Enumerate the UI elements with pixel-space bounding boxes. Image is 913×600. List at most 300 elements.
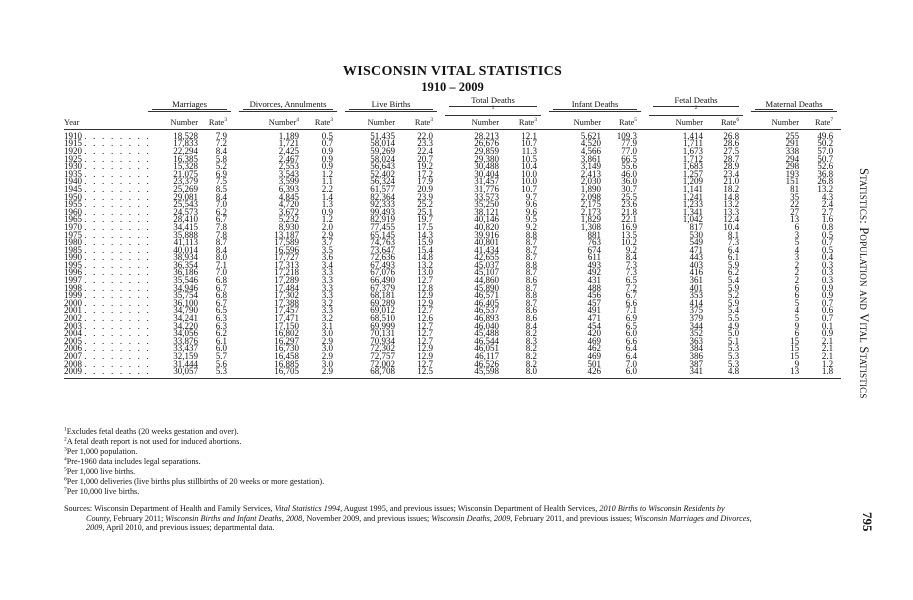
rate-cell: 25.1 [417,206,434,217]
number-cell: 35,754 [173,290,198,301]
rate-cell: 17.9 [417,176,434,187]
number-cell: 66,490 [370,275,396,286]
rate-cell: 0.9 [821,328,834,339]
rate-cell: 7.0 [215,267,227,278]
number-cell: 56,324 [370,176,396,187]
number-cell: 1,712 [682,153,704,164]
page-title: WISCONSIN VITAL STATISTICS [342,64,563,79]
rate-cell: 13.2 [417,259,434,270]
rate-cell: 5.9 [727,282,740,293]
rate-cell: 6.8 [215,290,227,301]
number-cell: 431 [587,275,602,286]
rate-cell: 0.7 [821,237,834,248]
number-cell: 1,414 [682,130,704,141]
number-column-header: Number [645,117,707,129]
number-cell: 68,708 [341,368,399,378]
rate-cell: 26.8 [723,130,740,141]
footnote: $^7$Per 10,000 live births. [64,486,140,496]
number-cell: 82,364 [370,191,396,202]
rate-cell: 3.2 [321,313,334,324]
number-cell: 30,404 [474,168,500,179]
footnote: $^1$Excludes fetal deaths (20 weeks gestation and over). [64,426,239,436]
rate-cell: 4.8 [707,368,747,378]
rate-cell: 2.7 [821,206,834,217]
rate-cell: 8.0 [503,368,545,378]
number-cell: 27 [790,206,800,217]
year-cell: 2004 . . . . . . . . [64,328,151,339]
group-header: Maternal Deaths [747,97,841,117]
number-cell: 17,388 [274,297,299,308]
rate-cell: 1.2 [821,358,834,369]
number-cell: 46,571 [474,290,500,301]
number-cell: 45,890 [474,282,500,293]
year-cell: 1965 . . . . . . . . [64,214,151,225]
number-cell: 344 [689,320,704,331]
rate-cell: 8.8 [525,290,538,301]
number-cell: 5,621 [580,130,602,141]
number-cell: 38,121 [474,206,500,217]
number-cell: 46,405 [474,297,500,308]
number-cell: 46,893 [474,313,500,324]
number-cell: 1,233 [682,199,704,210]
number-cell: 46,040 [474,320,500,331]
rate-cell: 6.4 [625,343,638,354]
rate-column-header: Rate$^3$ [503,117,545,129]
number-column-header: Number [341,117,399,129]
rate-cell: 5.3 [727,358,740,369]
page-subtitle: 1910 – 2009 [421,80,484,94]
rate-cell: 12.1 [521,130,538,141]
rate-cell: 22.1 [621,214,638,225]
number-cell: 30,488 [474,161,500,172]
rate-cell: 2.9 [321,229,334,240]
year-cell: 2005 . . . . . . . . [64,335,151,346]
number-cell: 67,493 [370,259,396,270]
number-cell: 72,636 [370,252,396,263]
number-cell: 16,297 [274,335,299,346]
number-cell: 4 [794,305,800,316]
number-cell: 41,113 [173,237,198,248]
rate-cell: 12.7 [417,305,434,316]
rate-cell: 23.9 [417,191,434,202]
rate-cell: 5.6 [215,358,227,369]
rate-cell: 9.6 [525,199,538,210]
year-cell: 1910 . . . . . . . . [64,130,151,141]
year-cell: 1970 . . . . . . . . [64,221,151,232]
rate-cell: 12.7 [417,328,434,339]
number-cell: 23,379 [173,176,198,187]
rate-cell: 8.0 [215,252,227,263]
number-cell: 488 [587,282,602,293]
number-cell: 58,014 [370,138,396,149]
rate-cell: 5.3 [727,343,740,354]
number-cell: 338 [785,145,800,156]
rate-cell: 21.0 [723,176,740,187]
rate-cell: 0.5 [821,229,834,240]
rate-cell: 3.3 [321,290,334,301]
rate-cell: 23.6 [621,199,638,210]
rate-cell: 0.3 [821,267,834,278]
number-cell: 294 [785,153,800,164]
number-cell: 454 [587,320,602,331]
number-cell: 17,150 [274,320,299,331]
rate-cell: 7.5 [215,176,227,187]
number-cell: 1,890 [580,183,602,194]
number-cell: 492 [587,267,602,278]
rate-cell: 14.3 [417,229,434,240]
number-cell: 69,999 [370,320,396,331]
rate-cell: 3.3 [321,275,334,286]
number-cell: 16,705 [235,368,303,378]
rate-cell: 0.9 [321,161,334,172]
year-cell: 2002 . . . . . . . . [64,313,151,324]
number-cell: 68,510 [370,313,396,324]
rate-cell: 1.3 [321,199,334,210]
rate-cell: 8.4 [215,191,227,202]
year-cell: 1997 . . . . . . . . [64,275,151,286]
number-cell: 375 [689,305,704,316]
number-cell: 1,829 [580,214,602,225]
rate-cell: 0.7 [821,313,834,324]
rate-cell: 5.9 [727,297,740,308]
rate-cell: 6.7 [215,297,227,308]
number-cell: 29,380 [474,153,500,164]
number-cell: 17,313 [274,259,299,270]
rate-cell: 12.9 [417,290,434,301]
number-cell: 17,471 [274,313,299,324]
number-cell: 13 [747,368,803,378]
rate-cell: 17.5 [417,221,434,232]
group-header: Fetal Deaths $^2$ [645,97,747,117]
rate-cell: 1.2 [321,168,334,179]
rate-cell: 5.1 [727,335,740,346]
rate-column-header: Rate$^3$ [399,117,441,129]
number-cell: 46,117 [474,351,500,361]
rate-cell: 2.0 [321,221,334,232]
number-cell: 15 [790,335,800,346]
year-cell: 1996 . . . . . . . . [64,267,151,278]
number-cell: 1,141 [682,183,704,194]
number-cell: 386 [689,351,704,361]
rate-cell: 0.5 [821,244,834,255]
year-cell: 1980 . . . . . . . . [64,237,151,248]
rate-cell: 2.2 [321,183,334,194]
rate-cell: 5.0 [727,328,740,339]
rate-cell: 10.4 [723,221,740,232]
year-cell: 2001 . . . . . . . . [64,305,151,316]
number-cell: 4 [794,244,800,255]
year-cell: 1995 . . . . . . . . [64,259,151,270]
number-cell: 40,014 [173,244,198,255]
rate-column-header: Rate$^7$ [803,117,841,129]
rate-cell: 9.2 [625,244,638,255]
number-cell: 65,145 [370,229,396,240]
rate-cell: 16.9 [621,221,638,232]
number-cell: 193 [785,168,800,179]
rate-cell: 7.8 [215,229,227,240]
number-cell: 36,100 [173,297,198,308]
number-cell: 18,528 [173,130,198,141]
rate-cell: 0.9 [321,153,334,164]
rate-cell: 10.5 [521,153,538,164]
number-cell: 2,425 [278,145,299,156]
rate-cell: 12.8 [417,282,434,293]
rate-cell: 8.2 [525,351,538,361]
number-cell: 72,302 [370,343,396,354]
rate-cell: 1.4 [321,191,334,202]
group-header: Divorces, Annulments [235,97,341,117]
year-cell: 2006 . . . . . . . . [64,343,151,354]
number-cell: 15 [790,351,800,361]
footnote: $^5$Per 1,000 live births. [64,466,136,476]
year-cell: 1915 . . . . . . . . [64,138,151,149]
rate-cell: 8.6 [525,305,538,316]
year-cell: 1940 . . . . . . . . [64,176,151,187]
rate-cell: 0.9 [821,290,834,301]
number-cell: 59,269 [370,145,396,156]
rate-cell: 13.2 [723,199,740,210]
number-cell: 443 [689,252,704,263]
rate-cell: 6.7 [215,282,227,293]
rate-cell: 10.0 [521,168,538,179]
number-cell: 17,289 [274,275,299,286]
rate-cell: 8.2 [525,343,538,354]
rate-cell: 23.4 [723,168,740,179]
rate-cell: 7.1 [625,305,638,316]
number-cell: 352 [689,328,704,339]
rate-cell: 109.3 [616,130,638,141]
number-cell: 36,354 [173,259,198,270]
number-cell: 361 [689,275,704,286]
year-cell: 2000 . . . . . . . . [64,297,151,308]
rate-cell: 49.6 [817,130,834,141]
rate-cell: 12.7 [417,320,434,331]
number-cell: 4,566 [580,145,602,156]
number-cell: 40,820 [474,221,500,232]
number-cell: 51,435 [370,130,396,141]
number-column-header: Number [144,117,202,129]
number-cell: 28,410 [173,214,198,225]
number-cell: 13 [790,214,800,225]
number-cell: 58,024 [370,153,396,164]
rate-cell: 28.6 [723,138,740,149]
rate-cell: 15.4 [417,244,434,255]
group-header: Total Deaths $^1$ [441,97,545,117]
number-cell: 3,861 [580,153,602,164]
rate-cell: 3.4 [321,259,334,270]
number-cell: 471 [587,313,602,324]
year-cell: 1990 . . . . . . . . [64,252,151,263]
footnote: $^4$Pre-1960 data includes legal separations. [64,456,201,466]
number-cell: 3 [794,252,800,263]
number-cell: 6 [794,290,800,301]
number-cell: 45,488 [474,328,500,339]
footnotes [64,427,841,497]
number-cell: 28,213 [474,130,500,141]
number-cell: 17,302 [274,290,299,301]
rate-cell: 8.1 [727,229,740,240]
rate-cell: 28.7 [723,153,740,164]
year-cell: 2007 . . . . . . . . [64,351,151,361]
rate-cell: 1.1 [321,176,334,187]
rate-cell: 3.3 [321,282,334,293]
rate-cell: 10.7 [521,183,538,194]
rate-cell: 6.2 [727,267,740,278]
rate-cell: 3.3 [321,305,334,316]
rate-cell: 3.0 [321,343,334,354]
year-cell: 1950 . . . . . . . . [64,191,151,202]
number-cell: 22 [790,199,800,210]
number-cell: 3,543 [278,168,299,179]
rate-cell: 20.9 [417,183,434,194]
rate-cell: 6.0 [605,368,645,378]
number-cell: 77,455 [370,221,396,232]
running-section-title: Statistics: Population and Vital Statistics [857,168,871,399]
number-cell: 5,232 [278,214,299,225]
number-cell: 6,393 [278,183,299,194]
year-cell: 1955 . . . . . . . . [64,199,151,210]
rate-cell: 50.2 [817,138,834,149]
number-cell: 70,934 [370,335,396,346]
footnote: $^6$Per 1,000 deliveries (live births plus stillbirths of 20 weeks or more gestation). [64,476,325,486]
rate-cell: 5.7 [215,351,227,361]
number-cell: 81 [790,183,800,194]
group-header: Marriages [144,97,235,117]
rate-cell: 26.8 [817,176,834,187]
number-cell: 469 [587,351,602,361]
number-cell: 384 [689,343,704,354]
table-body [64,129,841,378]
rate-cell: 0.3 [821,275,834,286]
rate-cell: 5.4 [727,275,740,286]
number-cell: 31,457 [474,176,500,187]
number-cell: 1,683 [682,161,704,172]
number-cell: 82,919 [370,214,396,225]
number-cell: 1,721 [278,138,299,149]
rate-cell: 0.6 [821,305,834,316]
number-cell: 25,269 [173,183,198,194]
year-cell: 2009 . . . . . . . . [64,368,144,378]
number-cell: 674 [587,244,602,255]
rate-cell: 8.8 [525,259,538,270]
number-cell: 29,859 [474,145,500,156]
rate-cell: 7.0 [215,199,227,210]
rate-cell: 14.8 [417,252,434,263]
number-cell: 9 [794,320,800,331]
rate-cell: 8.7 [525,267,538,278]
number-cell: 501 [587,358,602,369]
number-cell: 3 [794,229,800,240]
number-cell: 15 [790,343,800,354]
rate-cell: 3.0 [321,328,334,339]
rate-cell: 77.9 [621,138,638,149]
rate-cell: 27.5 [723,145,740,156]
number-cell: 56,643 [370,161,396,172]
number-cell: 469 [587,335,602,346]
rate-cell: 17.2 [417,168,434,179]
rate-cell: 13.2 [817,183,834,194]
number-cell: 16,885 [274,358,299,369]
number-cell: 401 [689,282,704,293]
rate-cell: 6.4 [727,244,740,255]
rate-cell: 2.1 [821,335,834,346]
number-cell: 46,526 [474,358,500,369]
number-cell: 21,075 [173,168,198,179]
rate-cell: 7.8 [215,221,227,232]
column-header-row [64,117,841,129]
year-cell: 1985 . . . . . . . . [64,244,151,255]
number-cell: 2,467 [278,153,299,164]
number-cell: 298 [785,161,800,172]
rate-cell: 46.0 [621,168,638,179]
number-cell: 17,218 [274,267,299,278]
rate-cell: 6.0 [625,328,638,339]
number-cell: 363 [689,335,704,346]
number-cell: 6 [794,221,800,232]
rate-cell: 10.2 [621,237,638,248]
rate-cell: 12.7 [417,335,434,346]
rate-cell: 8.7 [525,297,538,308]
rate-cell: 10.0 [521,176,538,187]
number-cell: 4,720 [278,199,299,210]
rate-cell: 22.4 [417,145,434,156]
footnote: $^2$A fetal death report is not used for induced abortions. [64,436,242,446]
number-cell: 33,573 [474,191,500,202]
rate-cell: 12.5 [399,368,441,378]
rate-cell: 9.7 [525,191,538,202]
number-cell: 67,076 [370,267,396,278]
rate-cell: 14.8 [723,191,740,202]
number-cell: 291 [785,138,800,149]
rate-cell: 66.5 [621,153,638,164]
rate-cell: 6.5 [215,305,227,316]
rate-cell: 22.0 [417,130,434,141]
rate-cell: 28.9 [723,161,740,172]
rate-cell: 0.7 [821,297,834,308]
rate-column-header: Rate$^6$ [707,117,747,129]
rate-cell: 0.8 [821,221,834,232]
rate-cell: 6.7 [625,290,638,301]
rate-cell: 8.2 [525,358,538,369]
number-cell: 72,757 [370,351,396,361]
number-cell: 4,845 [278,191,299,202]
year-cell: 1960 . . . . . . . . [64,206,151,217]
number-cell: 416 [689,267,704,278]
number-cell: 34,056 [173,328,198,339]
number-cell: 41,434 [474,244,500,255]
rate-cell: 0.1 [821,320,834,331]
rate-cell: 12.7 [417,358,434,369]
year-cell: 2003 . . . . . . . . [64,320,151,331]
number-cell: 29,081 [173,191,198,202]
rate-cell: 57.0 [817,145,834,156]
number-cell: 92,333 [370,199,396,210]
number-cell: 39,916 [474,229,500,240]
number-cell: 462 [587,343,602,354]
rate-cell: 6.4 [625,351,638,361]
rate-cell: 13.5 [621,229,638,240]
rate-cell: 12.7 [417,275,434,286]
rate-cell: 19.7 [417,214,434,225]
rate-cell: 6.9 [625,313,638,324]
group-header: Live Births [341,97,441,117]
number-cell: 16,596 [274,244,299,255]
rate-cell: 6.3 [215,313,227,324]
rate-cell: 6.3 [215,320,227,331]
rate-cell: 5.2 [215,161,227,172]
rate-cell: 10.7 [521,138,538,149]
number-cell: 353 [689,290,704,301]
